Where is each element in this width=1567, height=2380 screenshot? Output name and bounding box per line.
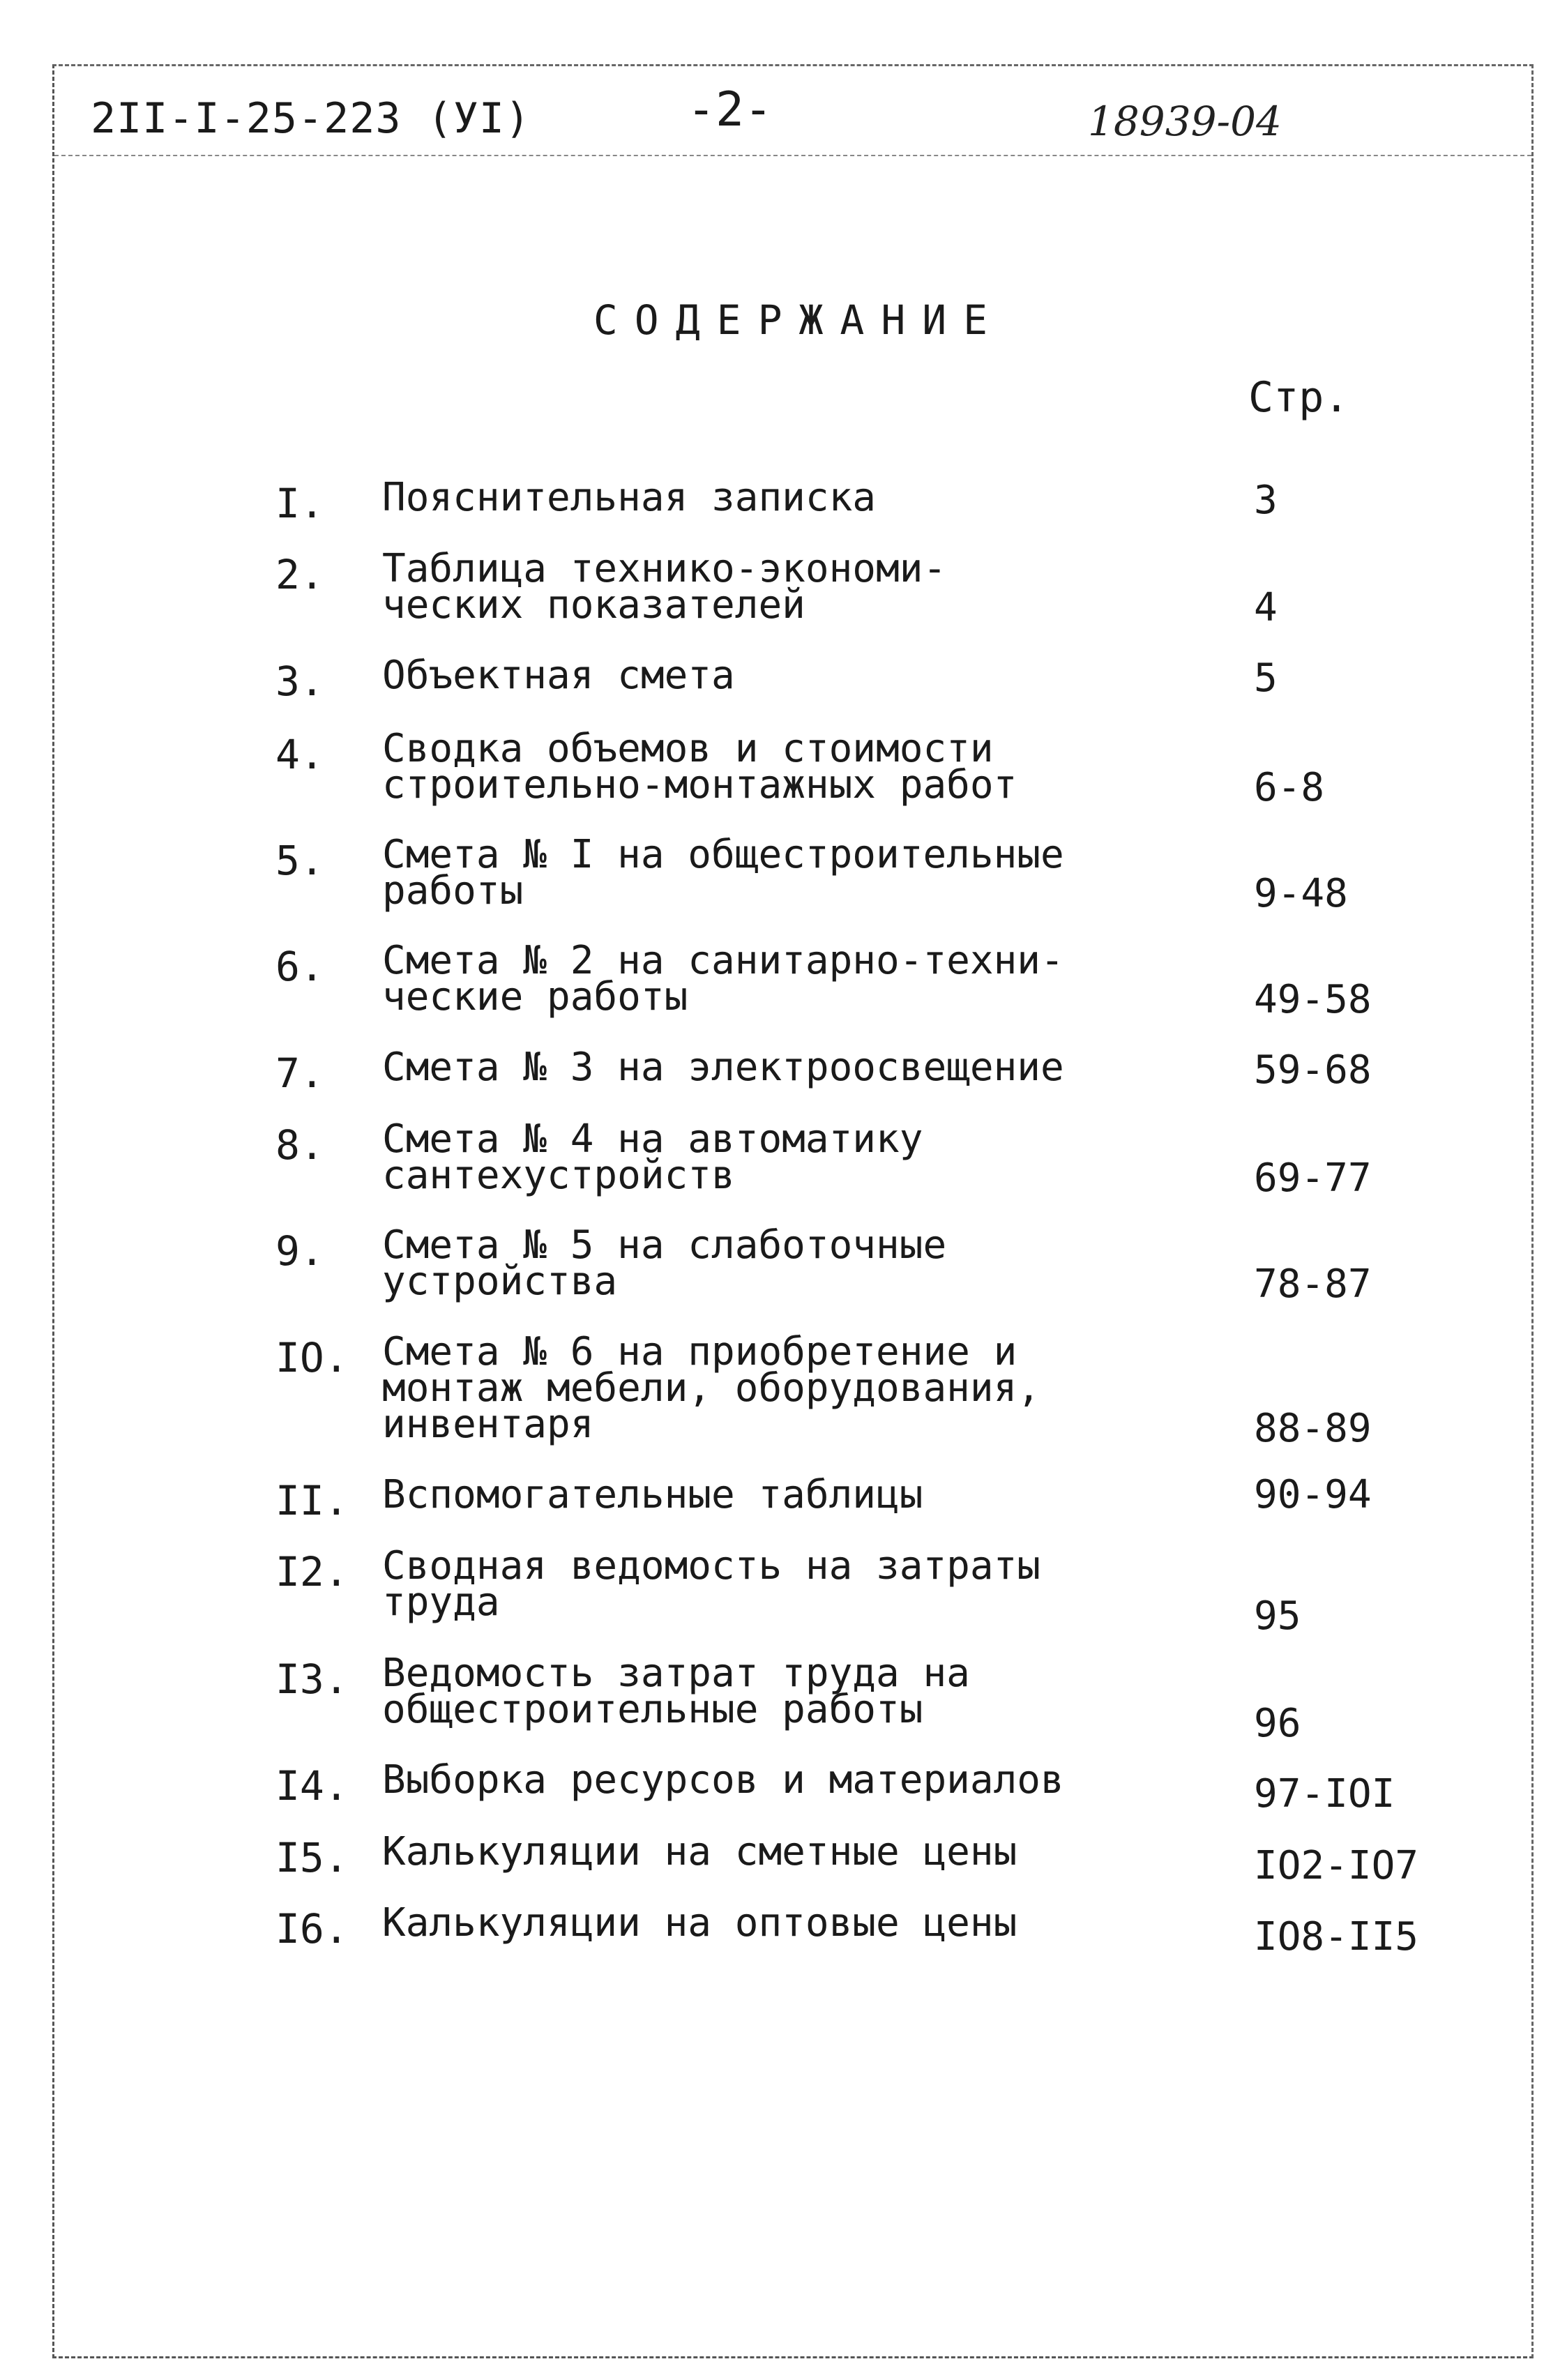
- toc-item-title: Калькуляции на сметные цены: [382, 1829, 1017, 1874]
- toc-item-number: 9.: [275, 1227, 324, 1275]
- toc-item-number: I6.: [275, 1905, 349, 1953]
- toc-item-title: Сводная ведомость на затраты труда: [382, 1543, 1041, 1625]
- toc-item-title: Сводка объемов и стоимости строительно-монтажных работ: [382, 726, 1017, 808]
- toc-item-pages: 49-58: [1254, 977, 1372, 1022]
- toc-item-pages: 95: [1254, 1593, 1301, 1639]
- toc-item-pages: IO8-II5: [1254, 1914, 1419, 1960]
- pages-column-header: Стр.: [1248, 373, 1349, 422]
- toc-item-number: I5.: [275, 1834, 349, 1881]
- toc-item-pages: 69-77: [1254, 1155, 1372, 1201]
- toc-item-number: I4.: [275, 1762, 349, 1810]
- toc-item-pages: IO2-IO7: [1254, 1843, 1419, 1888]
- toc-item-title: Смета № 3 на электроосвещение: [382, 1045, 1064, 1090]
- document-code: 2II-I-25-223 (УI): [91, 94, 531, 143]
- toc-item-pages: 78-87: [1254, 1261, 1372, 1307]
- toc-item-pages: 90-94: [1254, 1472, 1372, 1517]
- toc-item-title: Таблица технико-экономи- ческих показателей: [382, 546, 947, 628]
- toc-item-pages: 4: [1254, 585, 1278, 630]
- toc-item-number: 4.: [275, 731, 324, 778]
- toc-item-pages: 88-89: [1254, 1406, 1372, 1451]
- toc-item-number: IO.: [275, 1334, 349, 1381]
- toc-item-number: 5.: [275, 837, 324, 884]
- toc-item-pages: 96: [1254, 1701, 1301, 1746]
- page-number: -2-: [687, 82, 773, 137]
- toc-item-title: Пояснительная записка: [382, 475, 877, 520]
- toc-item-title: Объектная смета: [382, 653, 735, 698]
- toc-item-pages: 6-8: [1254, 765, 1325, 810]
- toc-item-title: Смета № I на общестроительные работы: [382, 832, 1064, 914]
- toc-item-pages: 9-48: [1254, 871, 1348, 916]
- toc-item-title: Выборка ресурсов и материалов: [382, 1757, 1064, 1803]
- toc-item-number: I.: [275, 480, 324, 527]
- toc-item-number: 2.: [275, 551, 324, 598]
- toc-item-title: Смета № 4 на автоматику сантехустройств: [382, 1116, 923, 1198]
- toc-item-title: Ведомость затрат труда на общестроительные работы: [382, 1651, 970, 1732]
- toc-item-number: II.: [275, 1477, 349, 1524]
- toc-item-title: Вспомогательные таблицы: [382, 1472, 923, 1517]
- toc-item-number: 8.: [275, 1121, 324, 1169]
- page-title: СОДЕРЖАНИЕ: [593, 296, 1005, 344]
- toc-item-title: Смета № 6 на приобретение и монтаж мебели, оборудования, инвентаря: [382, 1329, 1041, 1447]
- header-rule: [54, 155, 1531, 156]
- toc-item-pages: 59-68: [1254, 1047, 1372, 1093]
- toc-item-pages: 5: [1254, 655, 1278, 701]
- toc-item-number: 3.: [275, 658, 324, 705]
- toc-item-number: 7.: [275, 1049, 324, 1097]
- toc-item-pages: 97-IOI: [1254, 1771, 1395, 1817]
- inventory-number: 18939-04: [1088, 98, 1282, 145]
- toc-item-pages: 3: [1254, 478, 1278, 523]
- toc-item-title: Смета № 5 на слаботочные устройства: [382, 1222, 947, 1304]
- toc-item-number: I2.: [275, 1548, 349, 1595]
- toc-item-title: Калькуляции на оптовые цены: [382, 1900, 1017, 1946]
- toc-item-number: I3.: [275, 1655, 349, 1703]
- toc-item-number: 6.: [275, 943, 324, 990]
- toc-item-title: Смета № 2 на санитарно-техни- ческие работы: [382, 938, 1064, 1020]
